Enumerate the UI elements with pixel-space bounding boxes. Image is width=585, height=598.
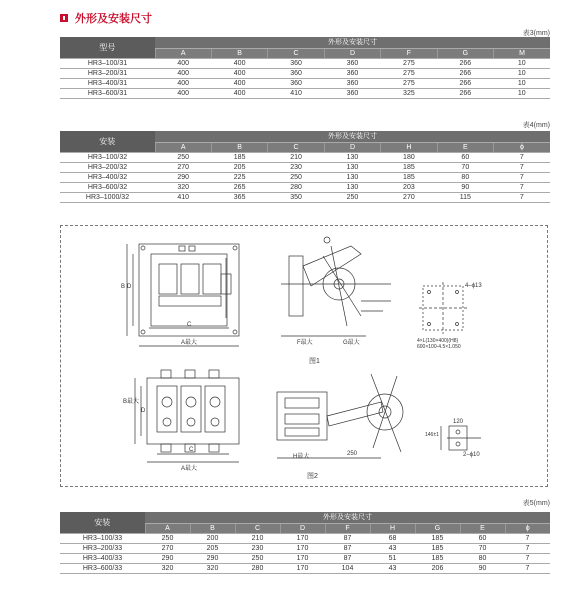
table3-col-header: G [437,49,493,59]
label-c: C [187,322,192,328]
value-cell: 400 [155,89,211,99]
table4-col-header: H [381,143,437,153]
value-cell: 280 [235,564,280,574]
value-cell: 360 [268,59,324,69]
table5-row-header: 安装 [60,512,145,534]
value-cell: 80 [437,173,493,183]
table3-group-header: 外形及安装尺寸 [155,37,550,49]
value-cell: 7 [494,153,550,163]
table4-col-header: A [155,143,211,153]
table-row [60,193,550,203]
table4-col-header: C [268,143,324,153]
value-cell: 266 [437,69,493,79]
table5-col-header: C [235,524,280,534]
model-cell: HR3–400/32 [60,173,155,183]
label-c-2: C [189,447,194,453]
model-cell: HR3–600/33 [60,564,145,574]
value-cell: 203 [381,183,437,193]
technical-drawing [61,226,547,486]
value-cell: 266 [437,59,493,69]
value-cell: 400 [211,59,267,69]
value-cell: 206 [415,564,460,574]
value-cell: 275 [381,69,437,79]
table-row [60,163,550,173]
model-cell: HR3–200/32 [60,163,155,173]
model-cell: HR3–200/31 [60,69,155,79]
table5-col-header: A [145,524,190,534]
value-cell: 60 [437,153,493,163]
value-cell: 265 [211,183,267,193]
value-cell: 43 [370,544,415,554]
value-cell: 170 [280,554,325,564]
table-row [60,59,550,69]
table4-group-header: 外形及安装尺寸 [155,131,550,143]
table-row [60,534,550,544]
table3-col-header: D [324,49,380,59]
value-cell: 275 [381,59,437,69]
value-cell: 410 [155,193,211,203]
value-cell: 7 [505,564,550,574]
table5-col-header: B [190,524,235,534]
value-cell: 130 [324,153,380,163]
label-a-max-2: A最大 [181,466,198,472]
value-cell: 87 [325,534,370,544]
table-row [60,183,550,193]
label-f-max: F最大 [297,340,313,346]
table-row [60,89,550,99]
section-header [60,10,152,26]
label-120: 120 [453,419,464,425]
value-cell: 275 [381,79,437,89]
value-cell: 280 [268,183,324,193]
value-cell: 250 [268,173,324,183]
table-row [60,153,550,163]
value-cell: 400 [211,89,267,99]
table3-caption: 表3(mm) [522,30,550,37]
value-cell: 7 [494,163,550,173]
model-cell: HR3–200/33 [60,544,145,554]
value-cell: 325 [381,89,437,99]
model-cell: HR3–400/31 [60,79,155,89]
model-cell: HR3–100/32 [60,153,155,163]
value-cell: 170 [280,564,325,574]
value-cell: 170 [280,534,325,544]
value-cell: 7 [505,554,550,564]
value-cell: 400 [155,59,211,69]
model-cell: HR3–1000/32 [60,193,155,203]
value-cell: 80 [460,554,505,564]
table4-caption: 表4(mm) [522,122,550,129]
table5-caption: 表5(mm) [522,500,550,507]
value-cell: 250 [235,554,280,564]
table5-col-header: F [325,524,370,534]
value-cell: 90 [460,564,505,574]
value-cell: 290 [155,173,211,183]
value-cell: 400 [155,69,211,79]
table3-col-header: B [211,49,267,59]
value-cell: 250 [324,193,380,203]
label-b-max: B最大 [123,399,140,405]
value-cell: 68 [370,534,415,544]
table-row [60,564,550,574]
value-cell: 180 [381,153,437,163]
figure-1-label: 图1 [309,358,320,365]
value-cell: 365 [211,193,267,203]
table5-col-header: ϕ [505,524,550,534]
table5-group-header: 外形及安装尺寸 [145,512,550,524]
table5-col-header: H [370,524,415,534]
value-cell: 290 [145,554,190,564]
value-cell: 360 [324,89,380,99]
table4 [60,131,550,203]
value-cell: 360 [268,69,324,79]
value-cell: 250 [155,153,211,163]
figure-2-label: 图2 [307,473,318,480]
value-cell: 210 [268,153,324,163]
value-cell: 270 [381,193,437,203]
value-cell: 205 [211,163,267,173]
table4-col-header: ϕ [494,143,550,153]
label-d-2: D [141,408,146,414]
value-cell: 205 [190,544,235,554]
value-cell: 225 [211,173,267,183]
value-cell: 10 [494,59,550,69]
table5-col-header: E [460,524,505,534]
value-cell: 185 [415,534,460,544]
value-cell: 87 [325,544,370,554]
value-cell: 10 [494,89,550,99]
label-g-max: G最大 [343,340,360,346]
model-cell: HR3–100/31 [60,59,155,69]
value-cell: 90 [437,183,493,193]
value-cell: 10 [494,79,550,89]
value-cell: 266 [437,89,493,99]
table4-col-header: B [211,143,267,153]
table-row [60,173,550,183]
value-cell: 266 [437,79,493,89]
table-row [60,554,550,564]
label-note: 4×L(130×400)(H8) [417,338,459,344]
value-cell: 290 [190,554,235,564]
label-h-max: H最大 [293,454,310,460]
value-cell: 185 [211,153,267,163]
value-cell: 210 [235,534,280,544]
label-hole: 4–ϕ13 [465,283,482,289]
label-a-max: A最大 [181,340,198,346]
value-cell: 7 [494,183,550,193]
value-cell: 200 [190,534,235,544]
value-cell: 270 [155,163,211,173]
section-marker-icon [60,14,68,22]
value-cell: 250 [145,534,190,544]
table3-col-header: F [381,49,437,59]
value-cell: 87 [325,554,370,564]
value-cell: 70 [437,163,493,173]
table4-col-header: D [324,143,380,153]
table-row [60,544,550,554]
value-cell: 360 [324,79,380,89]
label-2-holes: 2–ϕ10 [463,452,480,458]
value-cell: 360 [268,79,324,89]
table-row [60,79,550,89]
value-cell: 350 [268,193,324,203]
value-cell: 43 [370,564,415,574]
table3-col-header: A [155,49,211,59]
model-cell: HR3–400/33 [60,554,145,564]
value-cell: 360 [324,69,380,79]
value-cell: 400 [211,79,267,89]
table3-row-header: 型号 [60,37,155,59]
value-cell: 185 [415,554,460,564]
model-cell: HR3–600/31 [60,89,155,99]
label-note2: 600×100-4.5×1.050 [417,344,461,350]
table3-body [60,59,550,99]
value-cell: 10 [494,69,550,79]
value-cell: 104 [325,564,370,574]
table5-col-header: D [280,524,325,534]
value-cell: 185 [381,163,437,173]
value-cell: 320 [145,564,190,574]
value-cell: 7 [494,193,550,203]
value-cell: 7 [505,534,550,544]
table4-col-header: E [437,143,493,153]
value-cell: 60 [460,534,505,544]
label-146: 146±1 [425,432,439,438]
value-cell: 270 [145,544,190,554]
table3-col-header: C [268,49,324,59]
table-row [60,69,550,79]
table5-col-header: G [415,524,460,534]
value-cell: 7 [494,173,550,183]
table5 [60,512,550,574]
table4-row-header: 安装 [60,131,155,153]
value-cell: 130 [324,183,380,193]
value-cell: 185 [381,173,437,183]
model-cell: HR3–600/32 [60,183,155,193]
model-cell: HR3–100/33 [60,534,145,544]
value-cell: 230 [235,544,280,554]
value-cell: 360 [324,59,380,69]
value-cell: 51 [370,554,415,564]
value-cell: 7 [505,544,550,554]
value-cell: 230 [268,163,324,173]
table3-col-header: M [494,49,550,59]
value-cell: 320 [155,183,211,193]
table4-body [60,153,550,203]
value-cell: 170 [280,544,325,554]
label-b: B [121,284,126,290]
value-cell: 400 [211,69,267,79]
label-250: 250 [347,451,358,457]
value-cell: 320 [190,564,235,574]
dimension-drawing [60,225,548,487]
value-cell: 410 [268,89,324,99]
table5-body [60,534,550,574]
value-cell: 115 [437,193,493,203]
value-cell: 130 [324,163,380,173]
table3 [60,37,550,99]
value-cell: 400 [155,79,211,89]
value-cell: 185 [415,544,460,554]
label-d: D [127,284,132,290]
value-cell: 130 [324,173,380,183]
value-cell: 70 [460,544,505,554]
section-title: 外形及安装尺寸 [75,13,152,25]
